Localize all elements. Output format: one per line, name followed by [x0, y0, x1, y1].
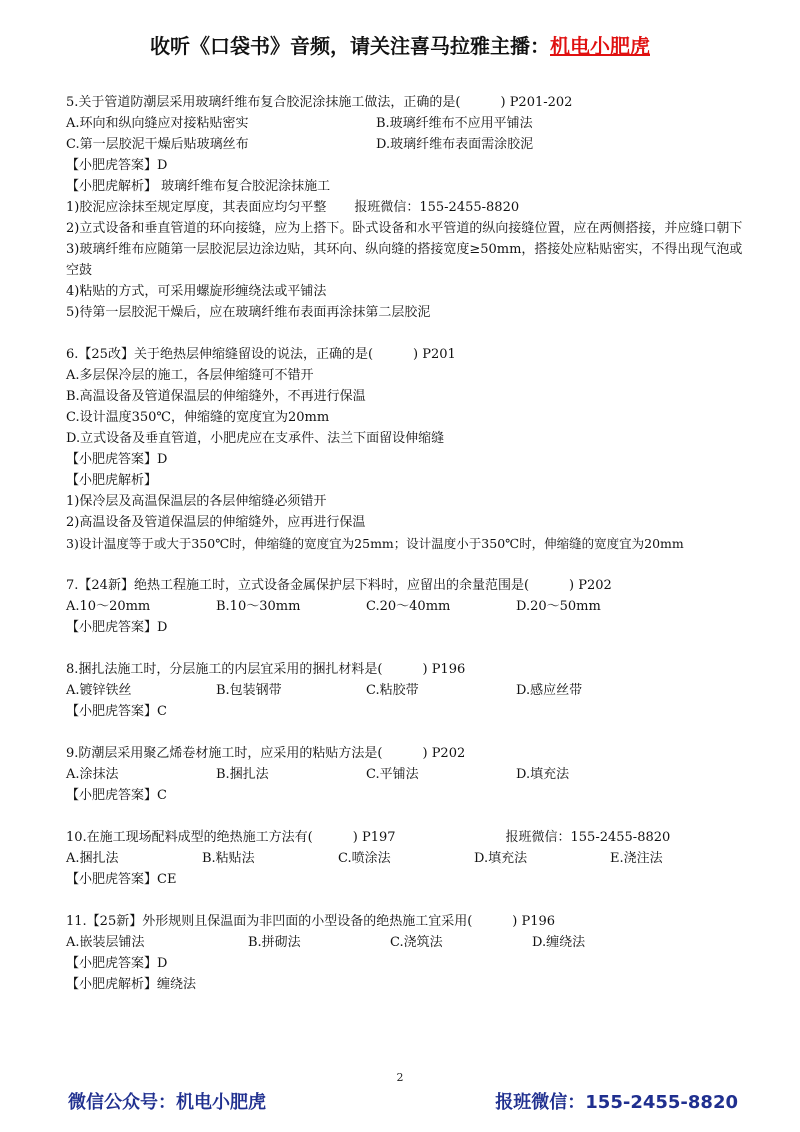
analysis-item: 2)高温设备及管道保温层的伸缩缝外，应再进行保温 [66, 515, 366, 530]
question-stem: 5.关于管道防潮层采用玻璃纤维布复合胶泥涂抹施工做法，正确的是( ) P201-202 [66, 95, 573, 110]
option-a: A.涂抹法 [66, 767, 119, 782]
question-9 [66, 743, 746, 806]
answer: 【小肥虎答案】D [66, 620, 168, 635]
option-b: B.捆扎法 [216, 767, 269, 782]
options-row [66, 680, 746, 701]
footer-wechat-account: 微信公众号：机电小肥虎 [68, 1092, 266, 1113]
option-d: D.立式设备及垂直管道，小肥虎应在支承件、法兰下面留设伸缩缝 [66, 431, 445, 446]
question-10 [66, 827, 746, 890]
option-d: D.填充法 [474, 851, 528, 866]
option-a: A.镀锌铁丝 [66, 683, 132, 698]
contact-wechat: 报班微信：155-2455-8820 [354, 200, 520, 215]
option-b: B.包装钢带 [216, 683, 282, 698]
question-stem: 8.捆扎法施工时，分层施工的内层宜采用的捆扎材料是( ) P196 [66, 662, 466, 677]
analysis-title: 【小肥虎解析】 玻璃纤维布复合胶泥涂抹施工 [66, 179, 331, 194]
analysis-item: 3)设计温度等于或大于350℃时，伸缩缝的宽度宜为25mm；设计温度小于350℃时，伸缩缝的宽度宜为20mm [66, 536, 684, 551]
answer: 【小肥虎答案】D [66, 158, 168, 173]
options-row [66, 764, 746, 785]
option-d: D.感应丝带 [516, 683, 583, 698]
question-8 [66, 659, 746, 722]
answer: 【小肥虎答案】CE [66, 872, 177, 887]
option-d: D.缠绕法 [532, 935, 586, 950]
option-b: B.玻璃纤维布不应用平铺法 [376, 116, 533, 131]
option-c: C.第一层胶泥干燥后贴玻璃丝布 [66, 137, 249, 152]
document-body [66, 92, 746, 1016]
option-a: A.10～20mm [66, 599, 151, 614]
analysis-item: 5)待第一层胶泥干燥后，应在玻璃纤维布表面再涂抹第二层胶泥 [66, 305, 431, 320]
answer: 【小肥虎答案】C [66, 704, 167, 719]
analysis-item: 【小肥虎解析】缠绕法 [66, 977, 197, 992]
option-c: C.浇筑法 [390, 935, 443, 950]
question-stem: 6.【25改】关于绝热层伸缩缝留设的说法，正确的是( ) P201 [66, 347, 456, 362]
analysis-item: 2)立式设备和垂直管道的环向接缝，应为上搭下。卧式设备和水平管道的纵向接缝位置，应在两侧搭接，并应缝口朝下 [66, 221, 743, 236]
option-b: B.高温设备及管道保温层的伸缩缝外，不再进行保温 [66, 389, 366, 404]
option-c: C.设计温度350℃，伸缩缝的宽度宜为20mm [66, 410, 330, 425]
brand-name: 机电小肥虎 [550, 34, 650, 58]
option-c: C.平铺法 [366, 767, 419, 782]
option-d: D.填充法 [516, 767, 570, 782]
question-stem: 11.【25新】外形规则且保温面为非凹面的小型设备的绝热施工宜采用( ) P196 [66, 914, 556, 929]
footer-contact: 报班微信：155-2455-8820 [495, 1092, 738, 1113]
question-stem: 7.【24新】绝热工程施工时，立式设备金属保护层下料时，应留出的余量范围是( ) P202 [66, 578, 612, 593]
option-a: A.嵌装层铺法 [66, 935, 145, 950]
answer: 【小肥虎答案】C [66, 788, 167, 803]
option-b: B.拼砌法 [248, 935, 301, 950]
option-a: A.多层保冷层的施工，各层伸缩缝可不错开 [66, 368, 314, 383]
option-d: D.玻璃纤维布表面需涂胶泥 [376, 137, 534, 152]
page-footer [68, 1088, 738, 1114]
analysis-title: 【小肥虎解析】 [66, 473, 158, 488]
question-5 [66, 92, 746, 323]
question-11 [66, 911, 746, 995]
option-c: C.粘胶带 [366, 683, 419, 698]
answer: 【小肥虎答案】D [66, 956, 168, 971]
header-prefix: 收听《口袋书》音频，请关注喜马拉雅主播： [150, 34, 550, 58]
answer: 【小肥虎答案】D [66, 452, 168, 467]
options-row [66, 113, 746, 134]
contact-wechat: 报班微信：155-2455-8820 [505, 830, 671, 845]
question-stem: 10.在施工现场配料成型的绝热施工方法有( ) P197 报班微信：155-2455-8820 [66, 830, 671, 845]
option-a: A.环向和纵向缝应对接粘贴密实 [66, 116, 249, 131]
option-c: C.喷涂法 [338, 851, 391, 866]
options-row [66, 932, 746, 953]
option-d: D.20～50mm [516, 599, 601, 614]
option-a: A.捆扎法 [66, 851, 119, 866]
page-number: 2 [396, 1071, 404, 1084]
options-row [66, 596, 746, 617]
option-b: B.粘贴法 [202, 851, 255, 866]
option-b: B.10～30mm [216, 599, 301, 614]
option-c: C.20～40mm [366, 599, 451, 614]
question-7 [66, 575, 746, 638]
question-stem: 9.防潮层采用聚乙烯卷材施工时，应采用的粘贴方法是( ) P202 [66, 746, 466, 761]
analysis-item: 1)保冷层及高温保温层的各层伸缩缝必须错开 [66, 494, 327, 509]
page-header [0, 30, 800, 59]
options-row [66, 848, 746, 869]
question-6 [66, 344, 746, 554]
options-row [66, 134, 746, 155]
analysis-item: 3)玻璃纤维布应随第一层胶泥层边涂边贴，其环向、纵向缝的搭接宽度≥50mm，搭接处应粘贴密实，不得出现气泡或空鼓 [66, 242, 743, 278]
analysis-item: 4)粘贴的方式，可采用螺旋形缠绕法或平铺法 [66, 284, 327, 299]
option-e: E.浇注法 [610, 851, 663, 866]
analysis-item: 1)胶泥应涂抹至规定厚度，其表面应均匀平整 报班微信：155-2455-8820 [66, 200, 520, 215]
